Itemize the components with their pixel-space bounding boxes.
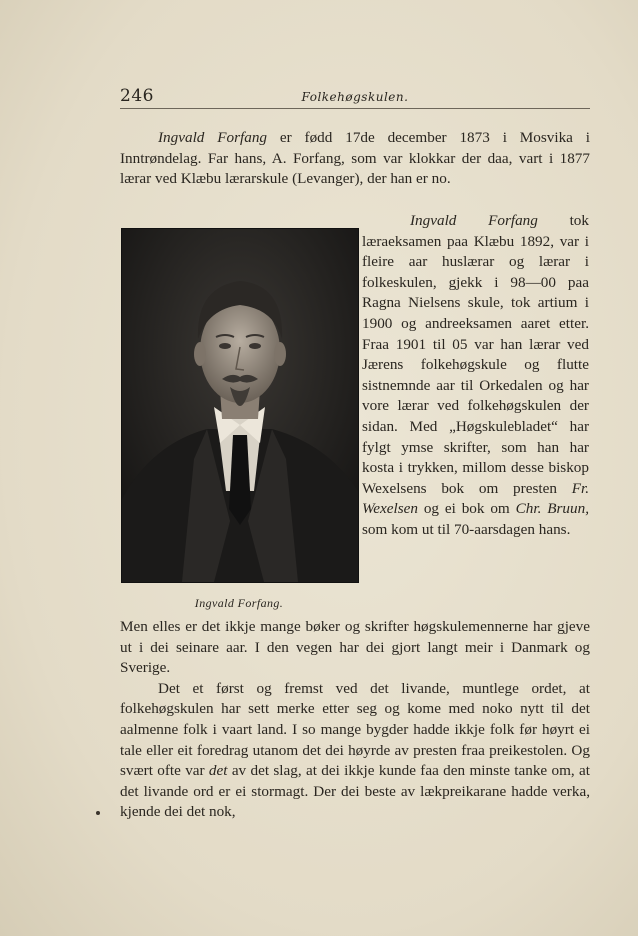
paragraph-biography — [362, 211, 589, 541]
spoken-word-text-a: Det et først og fremst ved det livande, muntlege ordet, at folkehøgskulen har sett merke etter seg og kome med noko nytt til det aalmenne folk i vaart land. I so mange bygder hadde ikkje folk før høyrt ei tale eller eit foredrag utanom det dei høyrde av presten fraa preikestolen. Og svært ofte var — [120, 679, 590, 780]
spoken-word-text-b: av det slag, at dei ikkje kunde faa den minste tanke om, at det livande ord er ei stormagt. Der dei beste av lækpreikarane hadde verka, kjende dei det nok, — [120, 762, 590, 821]
page-header — [120, 86, 590, 109]
paragraph-intro — [120, 128, 590, 190]
biography-text-a: tok læraeksamen paa Klæbu 1892, var i fleire aar huslærar og lærar i folkeskulen, gjekk i 98—00 paa Ragna Nielsens skule, tok artium i 1900 og andreeksamen aaret etter. Fraa 1901 til 05 var han lærar ved Jærens folkehøgskule og flutte sistnemnde aar til Orkedalen og har vore lærar ved folkehøgskulen der sidan. Med „Høgskulebladet“ har fylgt ymse skrifter, som han har kosta i trykken, millom desse biskop Wexelsens bok om presten — [362, 212, 589, 497]
biography-text-b: og ei bok om — [417, 500, 516, 518]
paragraph-continued — [120, 617, 590, 823]
margin-mark — [96, 811, 100, 815]
biography-text-c: som kom ut til 70-aarsdagen hans. — [362, 520, 571, 538]
paragraph-spoken-word — [120, 679, 590, 823]
intro-text: er fødd 17de december 1873 i Mosvika i Inntrøndelag. Far hans, A. Forfang, som var klokkar der daa, vart i 1877 lærar ved Klæbu lærarskule (Levanger), der han er no. — [120, 129, 590, 188]
running-title: Folkehøgskulen. — [301, 90, 409, 104]
photo-caption: Ingvald Forfang. — [194, 596, 284, 610]
portrait-illustration — [122, 229, 358, 582]
emphasis-det: det — [208, 762, 228, 780]
book-ref-bruun: Chr. Bruun, — [515, 500, 590, 518]
person-name: Ingvald Forfang — [158, 129, 268, 146]
portrait-photo — [121, 228, 359, 583]
book-ref-wexelsen: Fr. Wexelsen — [362, 479, 589, 518]
biography-text-d: Men elles er det ikkje mange bøker og skrifter høgskulemennerne har gjeve ut i dei seinare aar. I den vegen har dei gjort langt meir i Danmark og Sverige. — [120, 618, 590, 677]
person-name-2: Ingvald Forfang — [410, 212, 538, 229]
page-number: 246 — [120, 86, 154, 106]
